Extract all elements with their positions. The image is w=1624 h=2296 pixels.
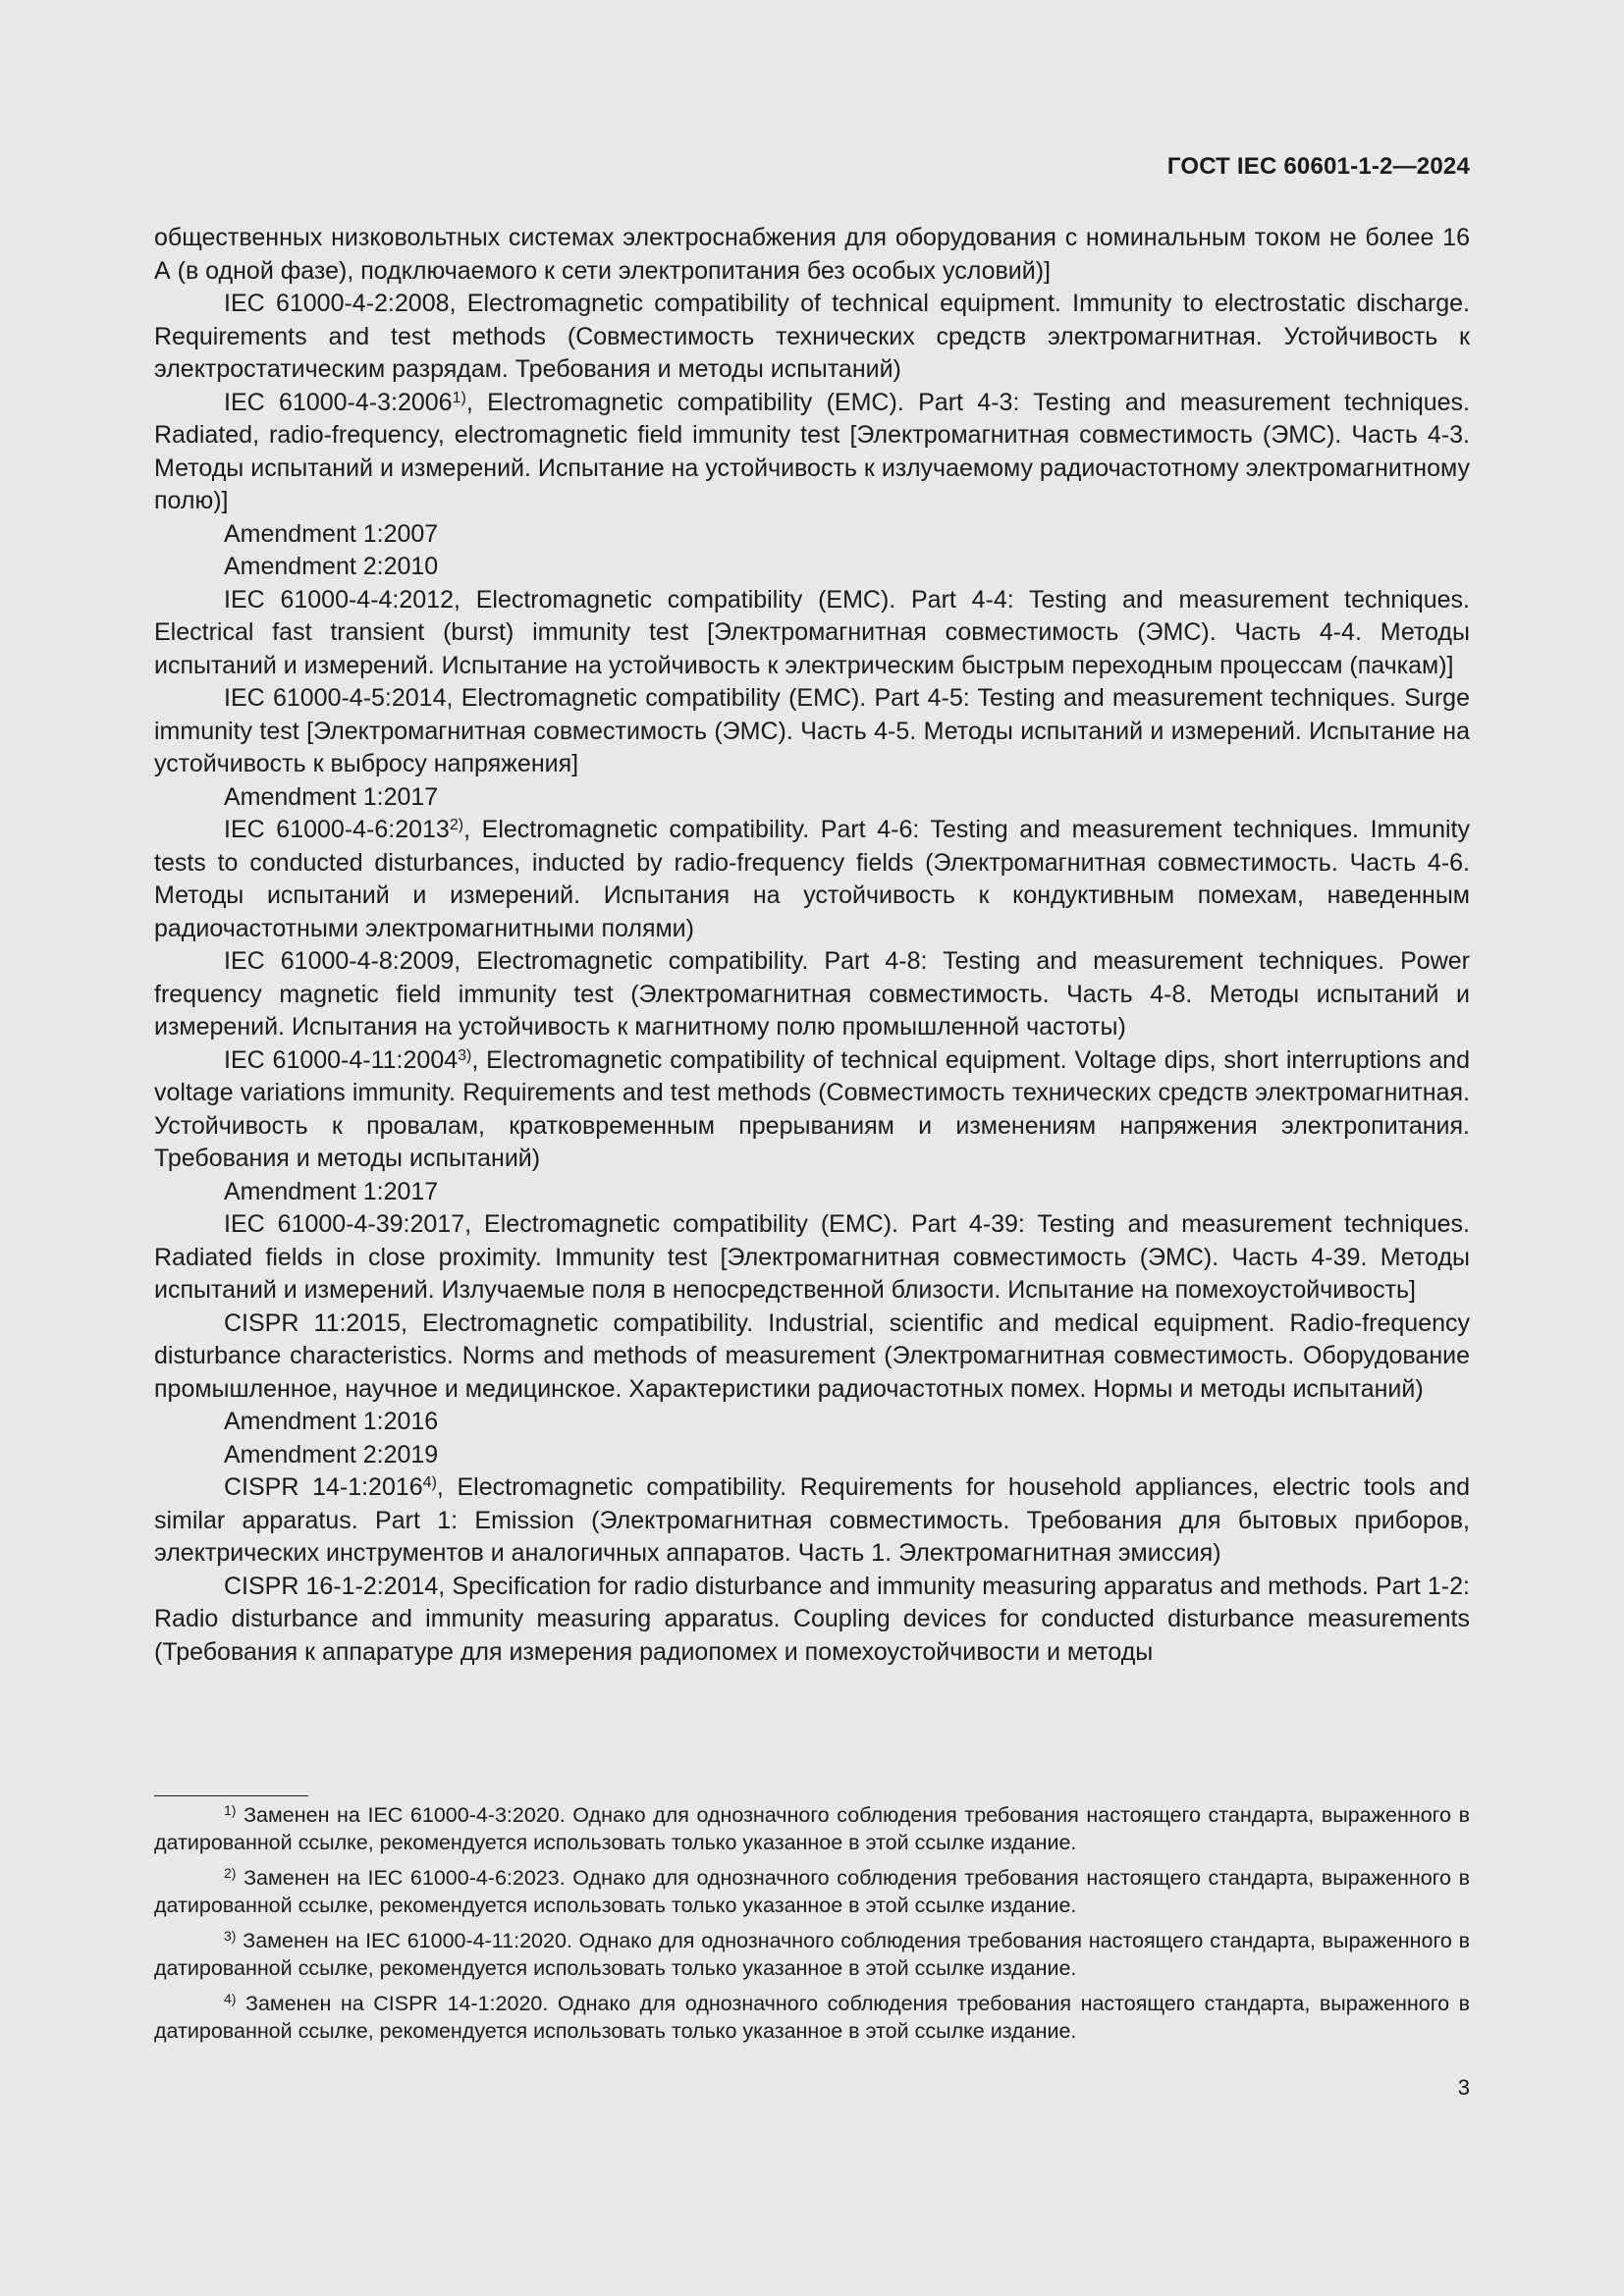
footnote-text: Заменен на CISPR 14-1:2020. Однако для однозначного соблюдения требования настоящего стандарта, выраженного в датированной ссылке, рекомендуется использовать только указанное в этой ссылке издание. <box>154 1992 1470 2043</box>
footnote-text: Заменен на IEC 61000-4-6:2023. Однако для однозначного соблюдения требования настоящего стандарта, выраженного в датированной ссылке, рекомендуется использовать только указанное в этой ссылке издание. <box>154 1866 1470 1917</box>
footnote <box>154 1991 1470 2045</box>
footnote-number: 3) <box>224 1928 237 1944</box>
reference-iec-61000-4-11 <box>154 1044 1470 1176</box>
reference-title: , Electromagnetic compatibility of technical equipment. Voltage dips, short interruptions and voltage variations immunity. Requirements and test methods (Совместимость технических средств электромагнитная. Устойчивость к провалам, кратковременным прерываниям и изменениям напряжения электропитания. Требования и методы испытаний) <box>154 1045 1470 1172</box>
footnote-text: Заменен на IEC 61000-4-11:2020. Однако для однозначного соблюдения требования настоящего стандарта, выраженного в датированной ссылке, рекомендуется использовать только указанное в этой ссылке издание. <box>154 1929 1471 1980</box>
reference-cispr-11: CISPR 11:2015, Electromagnetic compatibility. Industrial, scientific and medical equipment. Radio-frequency disturbance characteristics. Norms and methods of measurement (Электромагнитная совместимость. Оборудование промышленное, научное и медицинское. Характеристики радиочастотных помех. Нормы и методы испытаний) <box>154 1308 1470 1403</box>
reference-cispr-16-1-2: CISPR 16-1-2:2014, Specification for radio disturbance and immunity measuring apparatus and methods. Part 1-2: Radio disturbance and immunity measuring apparatus. Coupling devices for conducted disturbance measurements (Требования к аппаратуре для измерения радиопомех и помехоустойчивости и методы <box>154 1572 1470 1666</box>
footnote-mark: 4) <box>422 1474 437 1491</box>
reference-code: IEC 61000-4-11:2004 <box>224 1045 459 1074</box>
footnote <box>154 1802 1470 1856</box>
reference-title: , Electromagnetic compatibility. Requirements for household appliances, electric tools and similar apparatus. Part 1: Emission (Электромагнитная совместимость. Требования для бытовых приборов, электрических инструментов и аналогичных аппаратов. Часть 1. Электромагнитная эмиссия) <box>154 1473 1471 1567</box>
footnotes <box>154 1802 1470 2054</box>
reference-code: CISPR 14-1:2016 <box>224 1473 423 1501</box>
reference-title: , Electromagnetic compatibility. Part 4-6: Testing and measurement techniques. Immunity tests to conducted disturbances, inducted by radio-frequency fields (Электромагнитная совместимость. Часть 4-6. Методы испытаний и измерений. Испытания на устойчивость к кондуктивным помехам, наведенным радиочастотными электромагнитными полями) <box>154 816 1470 942</box>
footnote-separator <box>154 1795 308 1796</box>
reference-iec-61000-4-39: IEC 61000-4-39:2017, Electromagnetic compatibility (EMC). Part 4-39: Testing and measurement techniques. Radiated fields in close proximity. Immunity test [Электромагнитная совместимость (ЭМС). Часть 4-39. Методы испытаний и измерений. Излучаемые поля в непосредственной близости. Испытание на помехоустойчивость] <box>154 1210 1470 1304</box>
amendment-line: Amendment 2:2010 <box>224 553 439 580</box>
footnote-text: Заменен на IEC 61000-4-3:2020. Однако для однозначного соблюдения требования настоящего стандарта, выраженного в датированной ссылке, рекомендуется использовать только указанное в этой ссылке издание. <box>154 1803 1470 1854</box>
reference-iec-61000-4-8: IEC 61000-4-8:2009, Electromagnetic compatibility. Part 4-8: Testing and measurement techniques. Power frequency magnetic field immunity test (Электромагнитная совместимость. Часть 4-8. Методы испытаний и измерений. Испытания на устойчивость к магнитному полю промышленной частоты) <box>154 947 1470 1041</box>
footnote-mark: 2) <box>449 817 464 833</box>
paragraph-continuation: общественных низковольтных системах электроснабжения для оборудования с номинальным током не более 16 А (в одной фазе), подключаемого к сети электропитания без особых условий)] <box>154 224 1470 285</box>
reference-iec-61000-4-3 <box>154 387 1470 518</box>
reference-code: IEC 61000-4-3:2006 <box>224 388 453 416</box>
amendment-line: Amendment 1:2016 <box>224 1408 439 1435</box>
footnote <box>154 1865 1470 1919</box>
document-header: ГОСТ IEC 60601-1-2—2024 <box>1166 153 1470 180</box>
footnote-number: 2) <box>224 1865 237 1881</box>
footnote-mark: 1) <box>452 389 466 406</box>
reference-iec-61000-4-6 <box>154 814 1470 945</box>
reference-iec-61000-4-5: IEC 61000-4-5:2014, Electromagnetic compatibility (EMC). Part 4-5: Testing and measurement techniques. Surge immunity test [Электромагнитная совместимость (ЭМС). Часть 4-5. Методы испытаний и измерений. Испытание на устойчивость к выбросу напряжения] <box>154 684 1470 777</box>
reference-iec-61000-4-4: IEC 61000-4-4:2012, Electromagnetic compatibility (EMC). Part 4-4: Testing and measurement techniques. Electrical fast transient (burst) immunity test [Электромагнитная совместимость (ЭМС). Часть 4-4. Методы испытаний и измерений. Испытание на устойчивость к электрическим быстрым переходным процессам (пачкам)] <box>154 585 1470 679</box>
normative-references-text <box>154 222 1470 1669</box>
amendment-line: Amendment 1:2007 <box>224 519 439 548</box>
amendment-line: Amendment 1:2017 <box>224 1177 439 1205</box>
reference-code: IEC 61000-4-6:2013 <box>224 816 450 843</box>
footnote-number: 4) <box>224 1991 237 2006</box>
amendment-line: Amendment 2:2019 <box>224 1440 439 1468</box>
reference-iec-61000-4-2: IEC 61000-4-2:2008, Electromagnetic compatibility of technical equipment. Immunity to electrostatic discharge. Requirements and test methods (Совместимость технических средств электромагнитная. Устойчивость к электростатическим разрядам. Требования и методы испытаний) <box>154 290 1470 383</box>
footnote-mark: 3) <box>458 1046 472 1064</box>
reference-cispr-14-1 <box>154 1471 1470 1571</box>
reference-title: , Electromagnetic compatibility (EMC). Part 4-3: Testing and measurement techniques. Radiated, radio-frequency, electromagnetic field immunity test [Электромагнитная совместимость (ЭМС). Часть 4-3. Методы испытаний и измерений. Испытание на устойчивость к излучаемому радиочастотному электромагнитному полю)] <box>154 388 1470 514</box>
page-number: 3 <box>1457 2075 1470 2100</box>
amendment-line: Amendment 1:2017 <box>224 782 439 811</box>
footnote-number: 1) <box>224 1802 237 1818</box>
footnote <box>154 1928 1470 1982</box>
